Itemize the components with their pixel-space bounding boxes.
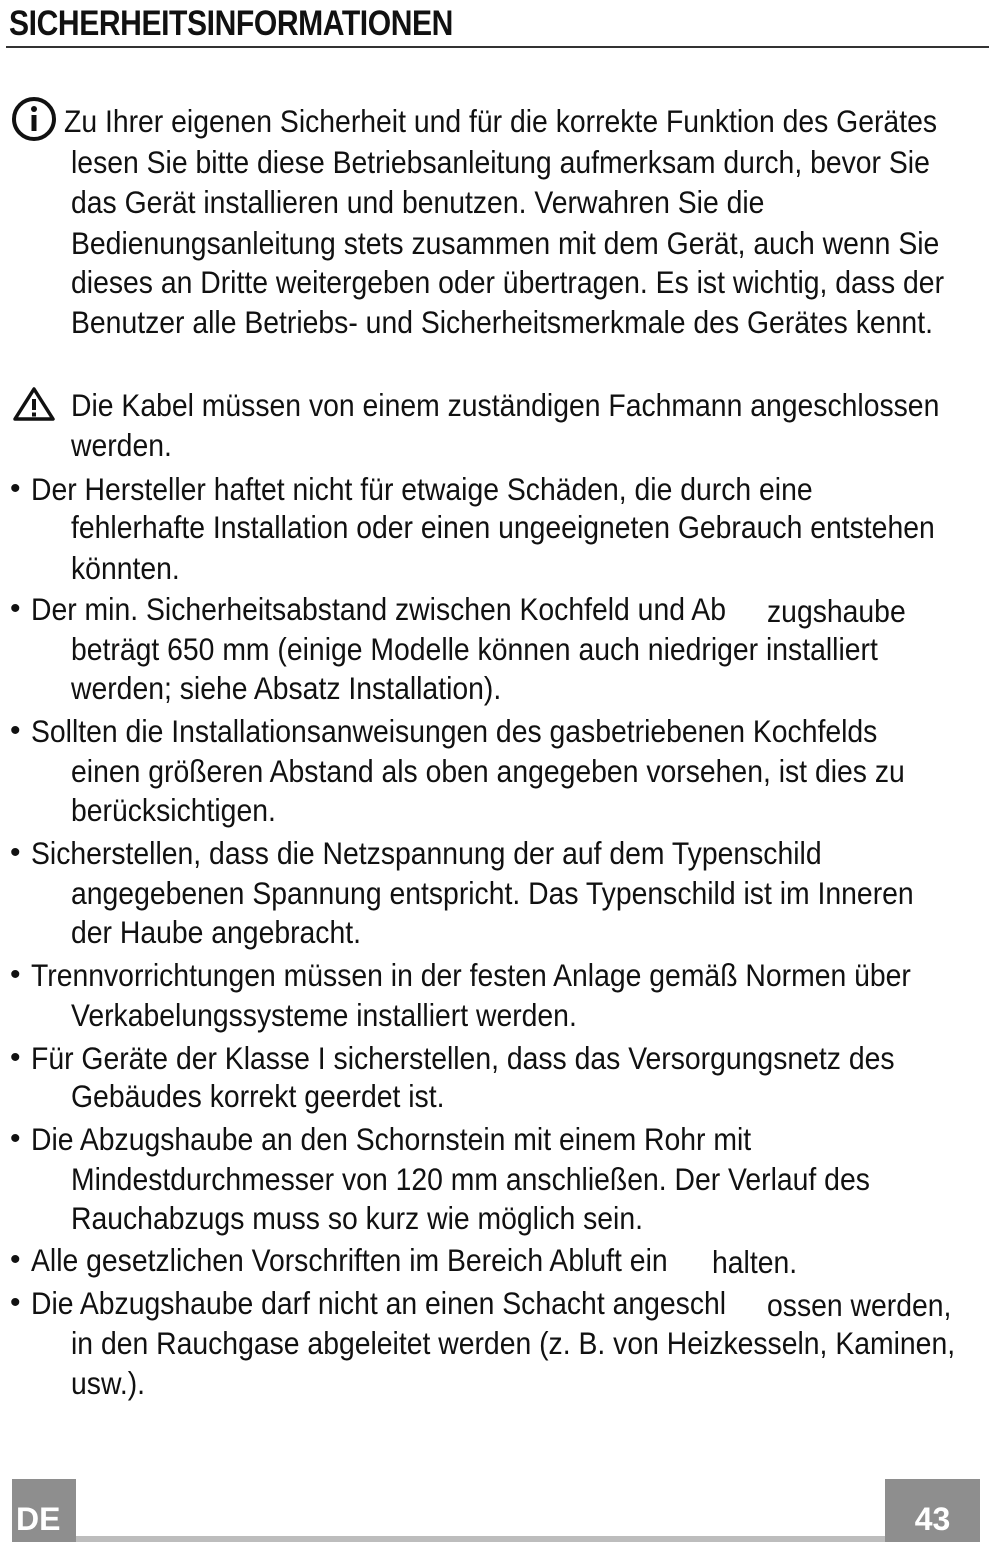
list-item-line: könnten. <box>71 550 180 586</box>
list-item-line-fragment: zugshaube <box>767 593 906 629</box>
list-item-line-fragment: ossen werden, <box>767 1287 952 1323</box>
footer-bar <box>12 1536 980 1542</box>
list-item-line: Für Geräte der Klasse I sicherstellen, dass das Versorgungsnetz des <box>31 1040 895 1076</box>
list-item-line: Verkabelungssysteme installiert werden. <box>71 997 577 1033</box>
page-number: 43 <box>885 1479 980 1542</box>
intro-line: Bedienungsanleitung stets zusammen mit dem Gerät, auch wenn Sie <box>71 225 940 261</box>
language-tab: DE <box>12 1479 76 1542</box>
list-item-line: Gebäudes korrekt geerdet ist. <box>71 1078 445 1114</box>
list-item-line: fehlerhafte Installation oder einen ungeeigneten Gebrauch entstehen <box>71 509 935 545</box>
bullet-symbol: • <box>10 714 21 747</box>
intro-line: dieses an Dritte weitergeben oder übertragen. Es ist wichtig, dass der <box>71 264 945 300</box>
bullet-symbol: • <box>10 1041 21 1074</box>
list-item-line: Mindestdurchmesser von 120 mm anschließen. Der Verlauf des <box>71 1161 870 1197</box>
list-item-line: Rauchabzugs muss so kurz wie möglich sein. <box>71 1200 643 1236</box>
warning-line: Die Kabel müssen von einem zuständigen Fachmann angeschlossen <box>71 387 940 423</box>
intro-line: das Gerät installieren und benutzen. Verwahren Sie die <box>71 184 765 220</box>
list-item-line: berücksichtigen. <box>71 792 276 828</box>
intro-line: Benutzer alle Betriebs- und Sicherheitsmerkmale des Gerätes kennt. <box>71 304 933 340</box>
list-item-line: der Haube angebracht. <box>71 914 362 950</box>
list-item-line: Die Abzugshaube darf nicht an einen Schacht angeschl <box>31 1285 727 1321</box>
bullet-symbol: • <box>10 1122 21 1155</box>
list-item-line: einen größeren Abstand als oben angegeben vorsehen, ist dies zu <box>71 753 905 789</box>
title-divider <box>6 46 989 48</box>
bullet-symbol: • <box>10 472 21 505</box>
bullet-symbol: • <box>10 1243 21 1276</box>
intro-line: Zu Ihrer eigenen Sicherheit und für die korrekte Funktion des Gerätes <box>64 103 938 139</box>
page-title: SICHERHEITSINFORMATIONEN <box>9 4 453 43</box>
warning-icon <box>12 386 56 422</box>
info-icon <box>11 96 57 142</box>
list-item-line: beträgt 650 mm (einige Modelle können auch niedriger installiert <box>71 631 878 667</box>
list-item-line: Alle gesetzlichen Vorschriften im Bereich Abluft ein <box>31 1242 668 1278</box>
list-item-line: Sollten die Installationsanweisungen des gasbetriebenen Kochfelds <box>31 713 878 749</box>
bullet-symbol: • <box>10 1286 21 1319</box>
list-item-line: in den Rauchgase abgeleitet werden (z. B. von Heizkesseln, Kaminen, <box>71 1325 956 1361</box>
list-item-line: Sicherstellen, dass die Netzspannung der auf dem Typenschild <box>31 835 822 871</box>
list-item-line: Trennvorrichtungen müssen in der festen Anlage gemäß Normen über <box>31 957 911 993</box>
list-item-line-fragment: halten. <box>712 1244 798 1280</box>
list-item-line: usw.). <box>71 1365 146 1401</box>
bullet-symbol: • <box>10 958 21 991</box>
bullet-symbol: • <box>10 836 21 869</box>
list-item-line: Der Hersteller haftet nicht für etwaige Schäden, die durch eine <box>31 471 813 507</box>
list-item-line: Der min. Sicherheitsabstand zwischen Kochfeld und Ab <box>31 591 726 627</box>
list-item-line: werden; siehe Absatz Installation). <box>71 670 502 706</box>
list-item-line: Die Abzugshaube an den Schornstein mit einem Rohr mit <box>31 1121 752 1157</box>
intro-line: lesen Sie bitte diese Betriebsanleitung aufmerksam durch, bevor Sie <box>71 144 930 180</box>
bullet-symbol: • <box>10 592 21 625</box>
warning-line: werden. <box>71 427 172 463</box>
list-item-line: angegebenen Spannung entspricht. Das Typenschild ist im Inneren <box>71 875 914 911</box>
